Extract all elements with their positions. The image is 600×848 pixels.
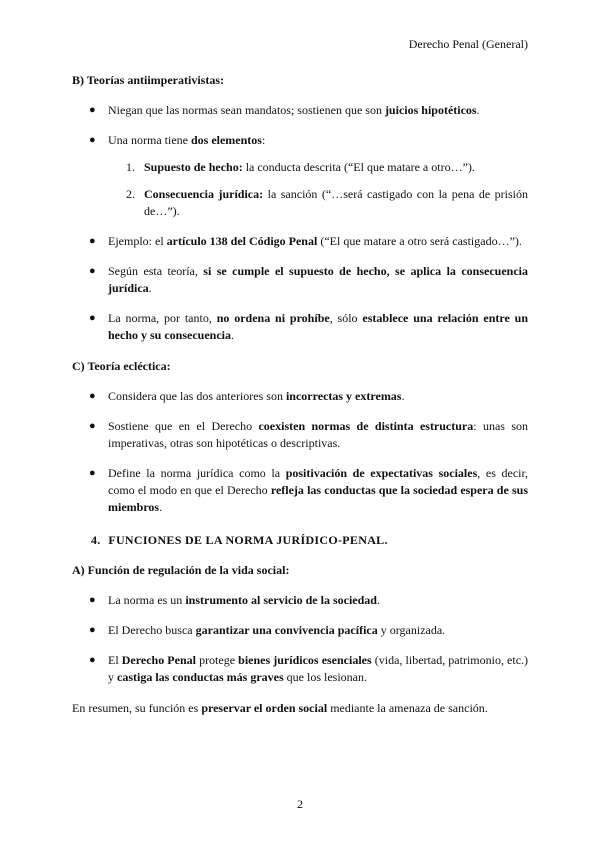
list-item: ● Ejemplo: el artículo 138 del Código Penal (“El que matare a otro será castigado…”).: [89, 234, 522, 248]
list-item: ● Sostiene que en el Derecho coexisten normas de distinta estructura: unas son imperativas, otras son hipotéticas o descriptivas.: [89, 419, 529, 450]
bullet-icon: ●: [89, 134, 96, 146]
page-body: [72, 72, 528, 717]
page-number: 2: [297, 797, 303, 811]
numbered-item: 1. Supuesto de hecho: la conducta descrita (“El que matare a otro…”).: [126, 160, 475, 174]
list-item: ● Define la norma jurídica como la positivación de expectativas sociales, es decir, como el modo en que el Derecho refleja las conductas que la sociedad espera de sus miembros.: [89, 466, 529, 514]
section-a-title: A) Función de regulación de la vida social:: [72, 563, 290, 577]
bullet-icon: ●: [89, 390, 96, 402]
bullet-icon: ●: [89, 624, 96, 636]
running-header: Derecho Penal (General): [408, 37, 528, 51]
summary-paragraph: En resumen, su función es preservar el orden social mediante la amenaza de sanción.: [72, 701, 488, 715]
bullet-icon: ●: [89, 594, 96, 606]
section-b-title: B) Teorías antiimperativistas:: [72, 73, 224, 87]
section-c-title: C) Teoría ecléctica:: [72, 359, 171, 373]
list-item: ● La norma es un instrumento al servicio de la sociedad.: [89, 593, 380, 607]
numbered-item: 2. Consecuencia jurídica: la sanción (“…será castigado con la pena de prisión de…”).: [126, 187, 529, 218]
section-4-heading: 4. FUNCIONES DE LA NORMA JURÍDICO-PENAL.: [91, 533, 388, 547]
bullet-icon: ●: [89, 420, 96, 432]
bullet-icon: ●: [89, 312, 96, 324]
bullet-icon: ●: [89, 265, 96, 277]
list-item: ● Considera que las dos anteriores son incorrectas y extremas.: [89, 389, 405, 403]
bullet-icon: ●: [89, 104, 96, 116]
bullet-icon: ●: [89, 467, 96, 479]
list-item: ● Según esta teoría, si se cumple el supuesto de hecho, se aplica la consecuencia jurídica.: [89, 264, 528, 295]
list-item: ● El Derecho Penal protege bienes jurídicos esenciales (vida, libertad, patrimonio, etc.) y castiga las conductas más graves que los lesionan.: [89, 653, 529, 684]
list-item: ● Niegan que las normas sean mandatos; sostienen que son juicios hipotéticos.: [89, 103, 480, 117]
bullet-icon: ●: [89, 654, 96, 666]
list-item: ● La norma, por tanto, no ordena ni prohíbe, sólo establece una relación entre un hecho y su consecuencia.: [89, 311, 528, 342]
bullet-icon: ●: [89, 235, 96, 247]
list-item: ● Una norma tiene dos elementos:: [89, 133, 266, 147]
list-item: ● El Derecho busca garantizar una convivencia pacífica y organizada.: [89, 623, 446, 637]
